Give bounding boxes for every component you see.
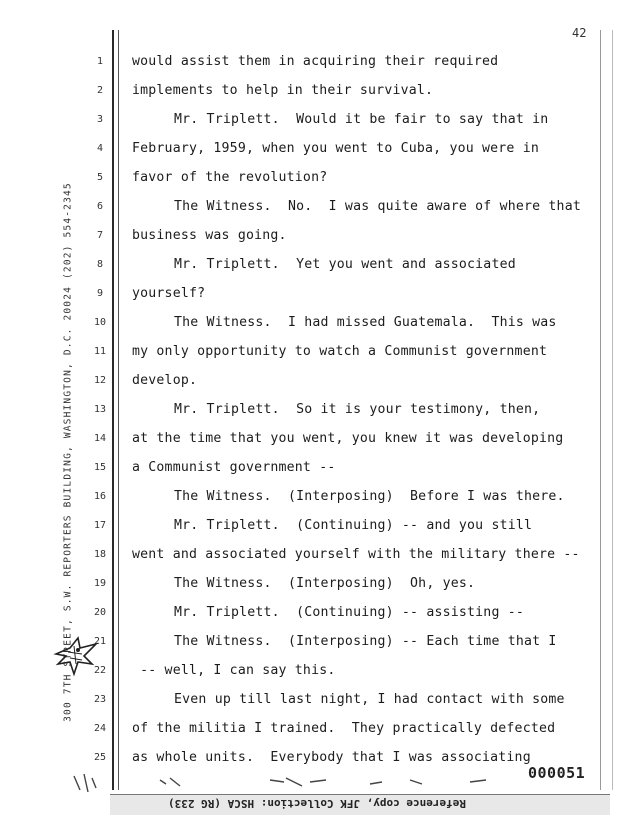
line-number: 24	[93, 723, 107, 734]
transcript-line	[0, 601, 638, 630]
line-text: -- well, I can say this.	[132, 663, 336, 678]
line-number: 19	[93, 578, 107, 589]
transcript-line	[0, 369, 638, 398]
transcript-line	[0, 572, 638, 601]
transcript-line	[0, 456, 638, 485]
line-text: The Witness. (Interposing) -- Each time that I	[174, 634, 557, 649]
line-text: Mr. Triplett. (Continuing) -- assisting --	[174, 605, 525, 620]
line-text: The Witness. (Interposing) Oh, yes.	[174, 576, 476, 591]
line-number: 14	[93, 433, 107, 444]
line-text: implements to help in their survival.	[132, 83, 434, 98]
transcript-line	[0, 195, 638, 224]
transcript-line	[0, 108, 638, 137]
transcript-line	[0, 514, 638, 543]
line-number: 23	[93, 694, 107, 705]
line-number: 6	[96, 201, 104, 212]
line-text: yourself?	[132, 286, 206, 301]
bates-stamp-number: 000051	[528, 764, 586, 782]
transcript-line	[0, 688, 638, 717]
collection-footer-text: Reference copy, JFK Collection: HSCA (RG 233)	[168, 797, 467, 810]
line-number: 10	[93, 317, 107, 328]
reporter-address-vertical: 300 7TH STREET, S.W. REPORTERS BUILDING, WASHINGTON, D.C. 20024 (202) 554-2345	[62, 182, 74, 722]
line-number: 15	[93, 462, 107, 473]
transcript-line	[0, 166, 638, 195]
line-text: at the time that you went, you knew it was developing	[132, 431, 564, 446]
line-number: 8	[96, 259, 104, 270]
transcript-line	[0, 340, 638, 369]
line-number: 9	[96, 288, 104, 299]
line-number: 21	[93, 636, 107, 647]
line-text: The Witness. I had missed Guatemala. This was	[174, 315, 557, 330]
line-text: February, 1959, when you went to Cuba, you were in	[132, 141, 539, 156]
transcript-line	[0, 137, 638, 166]
transcript-line	[0, 224, 638, 253]
line-text: favor of the revolution?	[132, 170, 328, 185]
line-text: Mr. Triplett. Would it be fair to say that in	[174, 112, 549, 127]
line-text: would assist them in acquiring their required	[132, 54, 499, 69]
line-number: 16	[93, 491, 107, 502]
transcript-line	[0, 398, 638, 427]
transcript-line	[0, 50, 638, 79]
transcript-line	[0, 543, 638, 572]
line-number: 11	[93, 346, 107, 357]
page-number: 42	[572, 26, 587, 40]
line-number: 25	[93, 752, 107, 763]
line-text: my only opportunity to watch a Communist government	[132, 344, 548, 359]
line-text: Mr. Triplett. Yet you went and associated	[174, 257, 516, 272]
line-number: 2	[96, 85, 104, 96]
line-number: 22	[93, 665, 107, 676]
line-text: The Witness. No. I was quite aware of where that	[174, 199, 581, 214]
line-text: Mr. Triplett. So it is your testimony, then,	[174, 402, 541, 417]
line-text: of the militia I trained. They practically defected	[132, 721, 556, 736]
transcript-line	[0, 79, 638, 108]
line-number: 17	[93, 520, 107, 531]
transcript-line	[0, 282, 638, 311]
line-number: 7	[96, 230, 104, 241]
line-text: as whole units. Everybody that I was associating	[132, 750, 531, 765]
line-number: 13	[93, 404, 107, 415]
line-number: 12	[93, 375, 107, 386]
eagle-seal-icon	[52, 634, 100, 680]
line-text: develop.	[132, 373, 198, 388]
line-text: a Communist government --	[132, 460, 336, 475]
line-text: went and associated yourself with the military there --	[132, 547, 580, 562]
line-text: Mr. Triplett. (Continuing) -- and you still	[174, 518, 533, 533]
line-text: business was going.	[132, 228, 287, 243]
line-number: 4	[96, 143, 104, 154]
line-number: 18	[93, 549, 107, 560]
transcript-line	[0, 427, 638, 456]
line-number: 20	[93, 607, 107, 618]
transcript-line	[0, 485, 638, 514]
transcript-line	[0, 717, 638, 746]
line-number: 3	[96, 114, 104, 125]
line-text: Even up till last night, I had contact with some	[174, 692, 565, 707]
line-number: 5	[96, 172, 104, 183]
line-number: 1	[96, 56, 104, 67]
transcript-line	[0, 311, 638, 340]
transcript-line	[0, 253, 638, 282]
line-text: The Witness. (Interposing) Before I was there.	[174, 489, 565, 504]
